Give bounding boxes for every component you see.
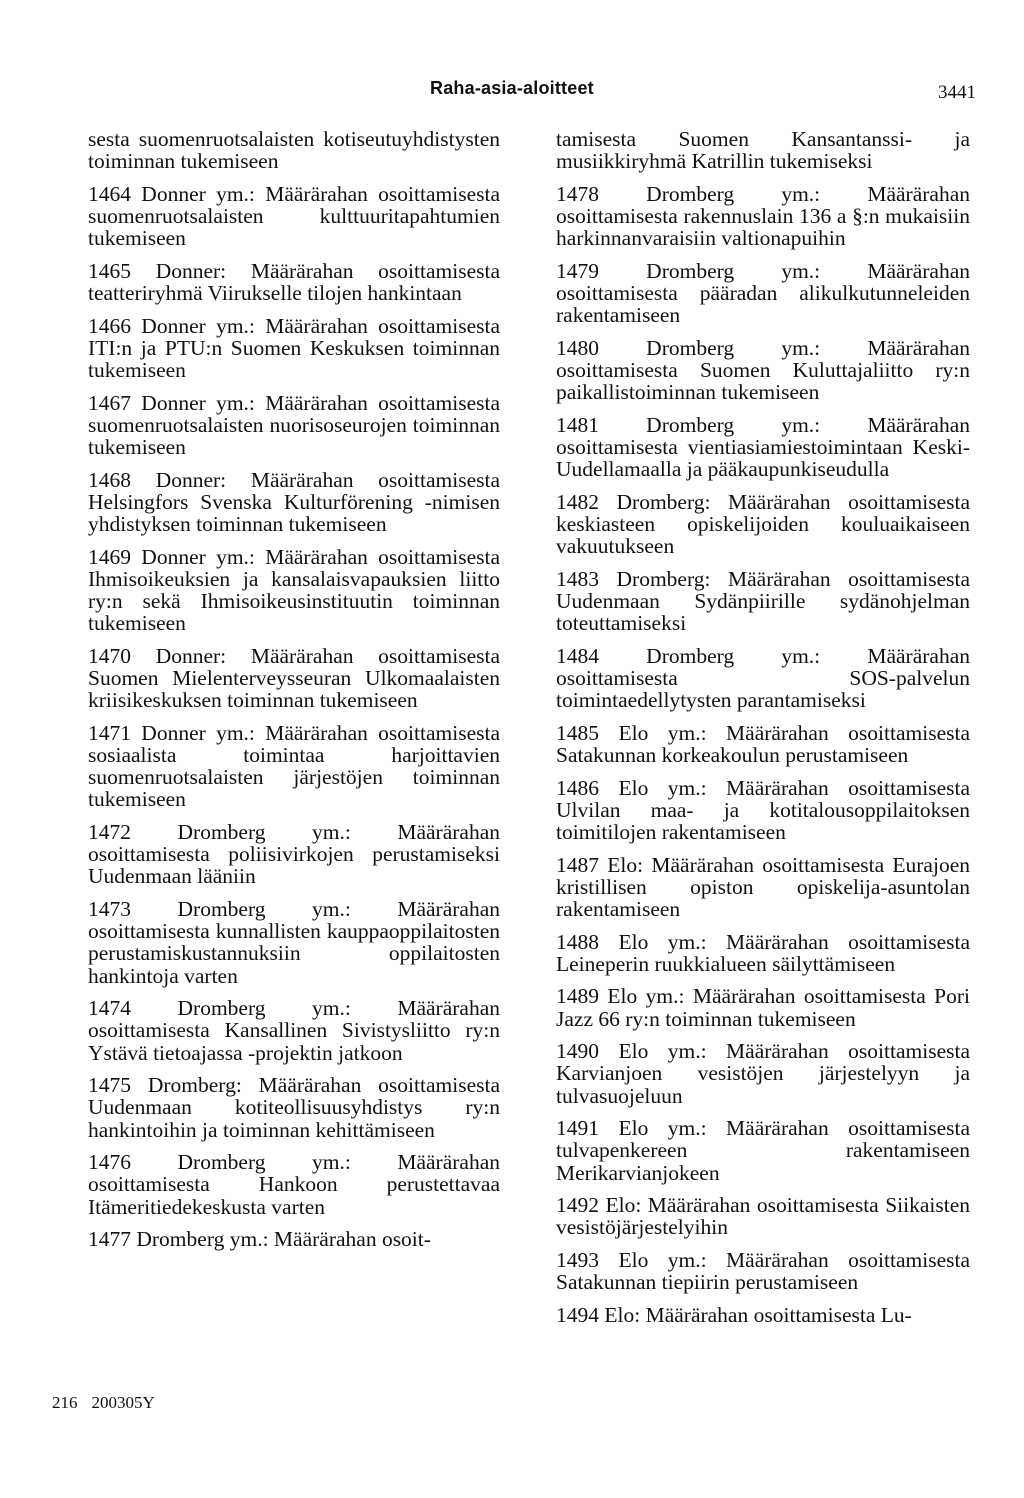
motion-entry: 1489 Elo ym.: Määrärahan osoittamisesta Pori Jazz 66 ry:n toiminnan tukemiseen: [556, 984, 970, 1031]
page-footer: [52, 1393, 155, 1413]
motion-entry: 1465 Donner: Määrärahan osoittamisesta teatteriryhmä Viirukselle tilojen hankintaan: [88, 258, 500, 305]
continued-entry: sesta suomenruotsalaisten kotiseutuyhdistysten toiminnan tukemiseen: [88, 127, 500, 174]
motion-entry: 1493 Elo ym.: Määrärahan osoittamisesta Satakunnan tiepiirin perustamiseen: [556, 1247, 970, 1295]
print-code: 200305Y: [91, 1393, 155, 1412]
motion-entry: 1467 Donner ym.: Määrärahan osoittamisesta suomenruotsalaisten nuorisoseurojen toiminnan tukemiseen: [88, 390, 500, 459]
left-column: [88, 128, 500, 1261]
motion-entry: 1472 Dromberg ym.: Määrärahan osoittamisesta poliisivirkojen perustamiseksi Uudenmaan lääniin: [88, 820, 500, 889]
motion-entry: 1466 Donner ym.: Määrärahan osoittamisesta ITI:n ja PTU:n Suomen Keskuksen toiminnan tukemiseen: [88, 313, 500, 382]
motion-entry: 1469 Donner ym.: Määrärahan osoittamisesta Ihmisoikeuksien ja kansalaisvapauksien liitto ry:n sekä Ihmisoikeusinstituutin toiminnan tukemiseen: [88, 544, 500, 636]
motion-entry: 1488 Elo ym.: Määrärahan osoittamisesta Leineperin ruukkialueen säilyttämiseen: [556, 929, 970, 976]
motion-entry: 1492 Elo: Määrärahan osoittamisesta Siikaisten vesistöjärjestelyihin: [556, 1193, 970, 1240]
running-header: [0, 78, 1024, 108]
right-column: [556, 128, 970, 1336]
motion-entry: 1479 Dromberg ym.: Määrärahan osoittamisesta pääradan alikulkutunneleiden rakentamiseen: [556, 258, 970, 328]
motion-entry: 1491 Elo ym.: Määrärahan osoittamisesta tulvapenkereen rakentamiseen Merikarvianjokeen: [556, 1116, 970, 1185]
sheet-number: 216: [52, 1393, 78, 1412]
motion-entry: 1468 Donner: Määrärahan osoittamisesta Helsingfors Svenska Kulturförening -nimisen yhdistyksen toiminnan tukemiseen: [88, 467, 500, 536]
motion-entry: 1475 Dromberg: Määrärahan osoittamisesta Uudenmaan kotiteollisuusyhdistys ry:n hankintoihin ja toiminnan kehittämiseen: [88, 1073, 500, 1142]
motion-entry: 1471 Donner ym.: Määrärahan osoittamisesta sosiaalista toimintaa harjoittavien suomenruotsalaisten järjestöjen toiminnan tukemiseen: [88, 720, 500, 812]
motion-entry: 1474 Dromberg ym.: Määrärahan osoittamisesta Kansallinen Sivistysliitto ry:n Ystävä tietoajassa -projektin jatkoon: [88, 996, 500, 1065]
motion-entry: 1481 Dromberg ym.: Määrärahan osoittamisesta vientiasiamiestoimintaan Keski-Uudellamaalla ja pääkaupunkiseudulla: [556, 412, 970, 482]
page-number: 3441: [938, 82, 976, 103]
motion-entry: 1477 Dromberg ym.: Määrärahan osoit-: [88, 1227, 431, 1252]
motion-entry: 1464 Donner ym.: Määrärahan osoittamisesta suomenruotsalaisten kulttuuritapahtumien tukemiseen: [88, 181, 500, 251]
motion-entry: 1483 Dromberg: Määrärahan osoittamisesta Uudenmaan Sydänpiirille sydänohjelman toteuttamiseksi: [556, 566, 970, 636]
motion-entry: 1478 Dromberg ym.: Määrärahan osoittamisesta rakennuslain 136 a §:n mukaisiin harkinnanvaraisiin valtionapuihin: [556, 181, 970, 251]
motion-entry: 1490 Elo ym.: Määrärahan osoittamisesta Karvianjoen vesistöjen järjestelyyn ja tulvasuojeluun: [556, 1039, 970, 1108]
motion-entry: 1494 Elo: Määrärahan osoittamisesta Lu-: [556, 1302, 912, 1327]
motion-entry: 1486 Elo ym.: Määrärahan osoittamisesta Ulvilan maa- ja kotitalousoppilaitoksen toimitilojen rakentamiseen: [556, 775, 970, 844]
motion-entry: 1473 Dromberg ym.: Määrärahan osoittamisesta kunnallisten kauppaoppilaitosten perustamiskustannuksiin oppilaitosten hankintoja varten: [88, 897, 500, 988]
motion-entry: 1480 Dromberg ym.: Määrärahan osoittamisesta Suomen Kuluttajaliitto ry:n paikallistoiminnan tukemiseen: [556, 335, 970, 405]
motion-entry: 1476 Dromberg ym.: Määrärahan osoittamisesta Hankoon perustettavaa Itämeritiedekeskusta varten: [88, 1150, 500, 1219]
motion-entry: 1482 Dromberg: Määrärahan osoittamisesta keskiasteen opiskelijoiden kouluaikaiseen vakuutukseen: [556, 489, 970, 559]
motion-entry: 1484 Dromberg ym.: Määrärahan osoittamisesta SOS-palvelun toimintaedellytysten parantamiseksi: [556, 643, 970, 713]
motion-entry: 1485 Elo ym.: Määrärahan osoittamisesta Satakunnan korkeakoulun perustamiseen: [556, 720, 970, 767]
running-title: Raha-asia-aloitteet: [430, 78, 594, 98]
motion-entry: 1470 Donner: Määrärahan osoittamisesta Suomen Mielenterveysseuran Ulkomaalaisten kriisikeskuksen toiminnan tukemiseen: [88, 643, 500, 713]
motion-entry: 1487 Elo: Määrärahan osoittamisesta Eurajoen kristillisen opiston opiskelija-asuntolan rakentamiseen: [556, 852, 970, 921]
continued-entry: tamisesta Suomen Kansantanssi- ja musiikkiryhmä Katrillin tukemiseksi: [556, 127, 970, 174]
